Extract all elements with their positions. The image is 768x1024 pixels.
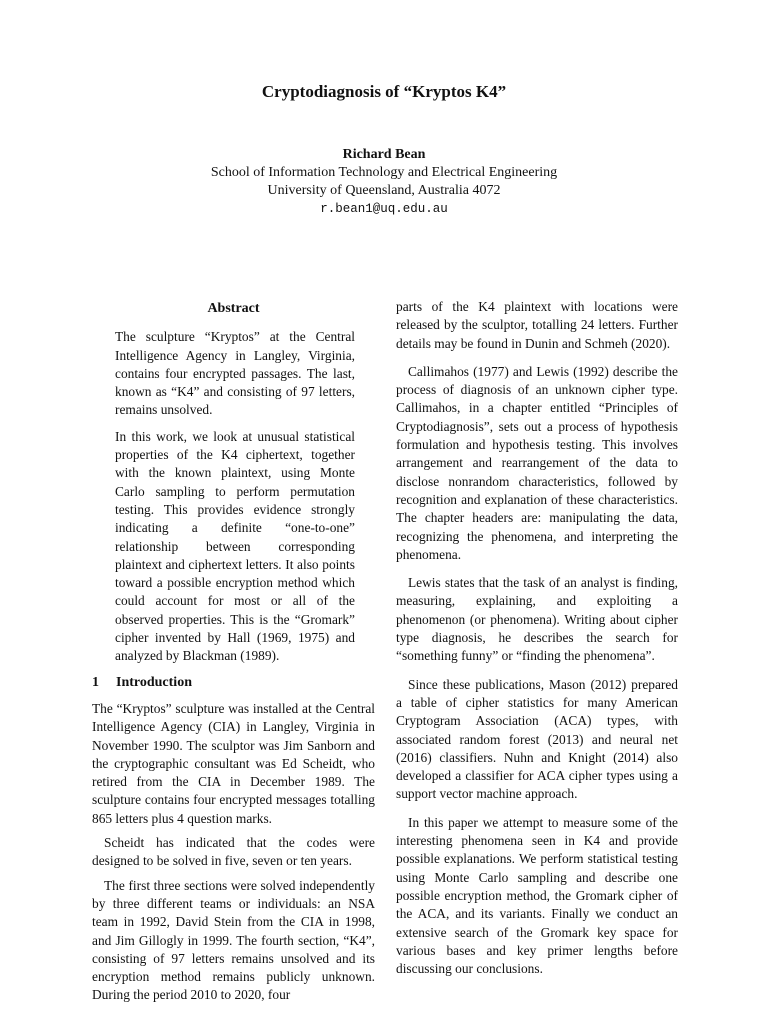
section-number: 1	[92, 674, 99, 690]
author-address: University of Queensland, Australia 4072	[267, 183, 501, 198]
author-block	[0, 146, 768, 218]
right-column	[396, 298, 678, 988]
intro-paragraph: Scheidt has indicated that the codes were designed to be solved in five, seven or ten years.	[92, 835, 375, 869]
abstract-paragraph: In this work, we look at unusual statistical properties of the K4 ciphertext, together with the known plaintext, using Monte Carlo sampling to perform permutation testing. This provides evidence strongly indicating a definite “one-to-one” relationship between corresponding plaintext and ciphertext letters. It also points toward a possible encryption method which could account for most or all of the observed properties. This is the “Gromark” cipher invented by Hall (1969, 1975) and analyzed by Blackman (1989).	[115, 428, 355, 664]
section-title: Introduction	[116, 674, 192, 690]
body-paragraph: In this paper we attempt to measure some of the interesting phenomena seen in K4 and provide possible explanations. We perform statistical testing using Monte Carlo sampling and describe one possible encryption method, the Gromark cipher of the ACA, and its variants. Finally we conduct an extensive search of the Gromark key space for various bases and key primer lengths before discussing our conclusions.	[396, 814, 678, 977]
abstract-body	[115, 328, 355, 665]
body-paragraph: Since these publications, Mason (2012) prepared a table of cipher statistics for many American Cryptogram Association (ACA) types, with associated random forest (2013) and neural net (2016) classifiers. Nuhn and Knight (2014) also developed a classifier for ACA cipher types using a support vector machine approach.	[396, 676, 678, 802]
author-name: Richard Bean	[342, 147, 426, 162]
body-paragraph: Callimahos (1977) and Lewis (1992) describe the process of diagnosis of an unknown cipher type. Callimahos, in a chapter entitled “Principles of Cryptodiagnosis”, sets out a process of hypothesis formulation and hypothesis testing. This involves arrangement and rearrangement of the data to disclose nonrandom characteristics, followed by recognition and explanation of these characteristics. The chapter headers are: manipulating the data, recognizing the phenomena, and interpreting the phenomena.	[396, 363, 678, 562]
intro-paragraph: The first three sections were solved independently by three different teams or individuals: an NSA team in 1992, David Stein from the CIA in 1998, and Jim Gillogly in 1999. The fourth section, “K4”, consisting of 97 letters remains unsolved and its encryption method remains publicly unknown. During the period 2010 to 2020, four	[92, 877, 375, 1003]
section-heading-introduction	[92, 674, 375, 692]
abstract-heading: Abstract	[207, 301, 260, 316]
introduction-body	[92, 700, 375, 1005]
body-paragraph: parts of the K4 plaintext with locations were released by the sculptor, totalling 24 letters. Further details may be found in Dunin and Schmeh (2020).	[396, 299, 678, 351]
left-column	[92, 298, 375, 1011]
author-affiliation: School of Information Technology and Electrical Engineering	[210, 165, 558, 180]
body-paragraph: Lewis states that the task of an analyst is finding, measuring, explaining, and exploiting a phenomenon (or phenomena). Writing about cipher type diagnosis, he describes the search for “something funny” or “finding the phenomena”.	[396, 575, 678, 664]
abstract-paragraph: The sculpture “Kryptos” at the Central Intelligence Agency in Langley, Virginia, contains four encrypted passages. The last, known as “K4” and consisting of 97 letters, remains unsolved.	[115, 329, 355, 418]
paper-title: Cryptodiagnosis of “Kryptos K4”	[261, 82, 507, 101]
author-email: r.bean1@uq.edu.au	[320, 202, 448, 216]
intro-paragraph: The “Kryptos” sculpture was installed at the Central Intelligence Agency (CIA) in Langley, Virginia in November 1990. The sculptor was Jim Sanborn and the cryptographic consultant was Ed Scheidt, who retired from the CIA in December 1989. The sculpture contains four encrypted messages totalling 865 letters plus 4 question marks.	[92, 700, 375, 826]
